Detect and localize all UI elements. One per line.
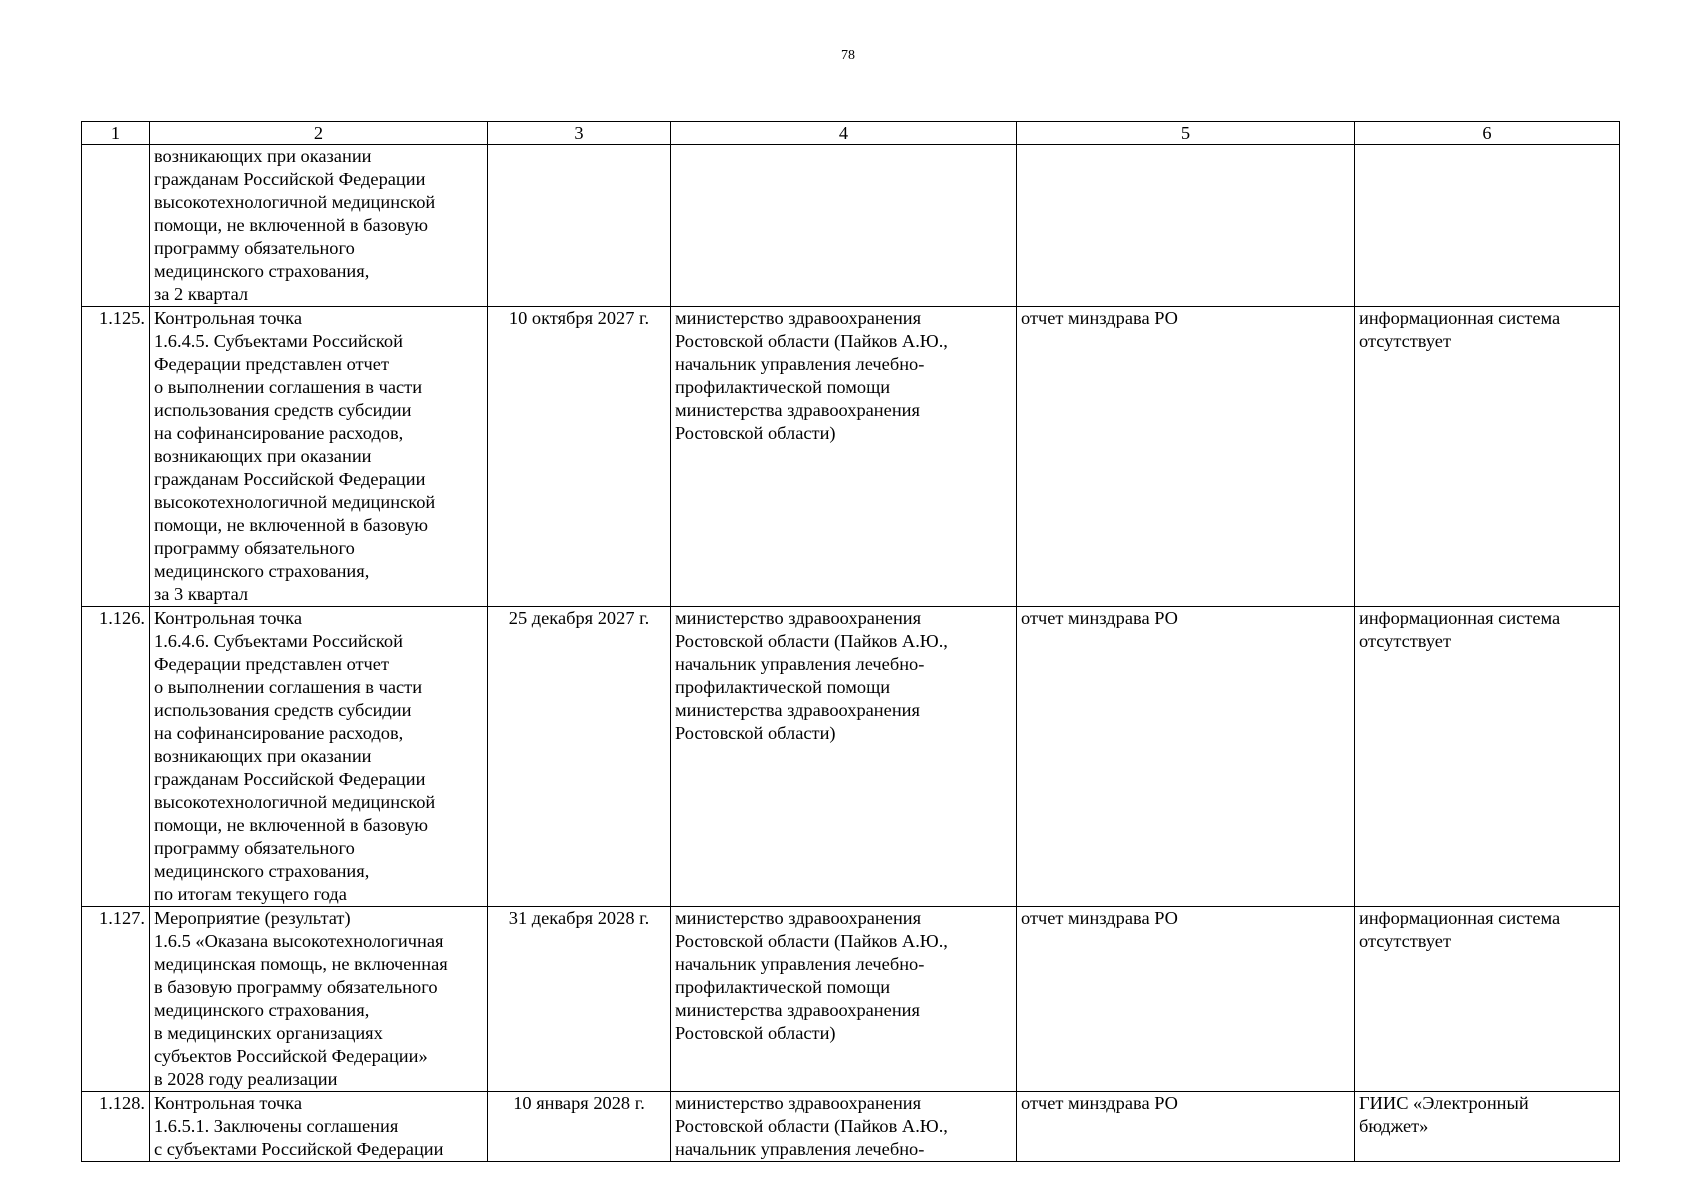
page-number: 78 <box>841 48 855 63</box>
row-document: отчет минздрава РО <box>1017 907 1355 1092</box>
row-number <box>82 145 150 307</box>
row-document <box>1017 145 1355 307</box>
row-number: 1.125. <box>82 307 150 607</box>
row-responsible: министерство здравоохранения Ростовской области (Пайков А.Ю., начальник управления лечебно- профилактической помощи министерства здравоохранения Ростовской области) <box>671 307 1017 607</box>
row-date: 25 декабря 2027 г. <box>488 607 671 907</box>
row-number: 1.128. <box>82 1092 150 1162</box>
column-header-3: 3 <box>488 122 671 145</box>
row-document: отчет минздрава РО <box>1017 307 1355 607</box>
row-date: 10 января 2028 г. <box>488 1092 671 1162</box>
row-date <box>488 145 671 307</box>
row-description: Контрольная точка 1.6.4.6. Субъектами Российской Федерации представлен отчет о выполнении соглашения в части использования средств субсидии на софинансирование расходов, возникающих при оказании гражданам Российской Федерации высокотехнологичной медицинской помощи, не включенной в базовую программу обязательного медицинского страхования, по итогам текущего года <box>150 607 488 907</box>
table-row <box>82 907 1620 1092</box>
row-number: 1.126. <box>82 607 150 907</box>
table-header-row <box>82 122 1620 145</box>
row-description: Контрольная точка 1.6.4.5. Субъектами Российской Федерации представлен отчет о выполнении соглашения в части использования средств субсидии на софинансирование расходов, возникающих при оказании гражданам Российской Федерации высокотехнологичной медицинской помощи, не включенной в базовую программу обязательного медицинского страхования, за 3 квартал <box>150 307 488 607</box>
row-description: Мероприятие (результат) 1.6.5 «Оказана высокотехнологичная медицинская помощь, не включенная в базовую программу обязательного медицинского страхования, в медицинских организациях субъектов Российской Федерации» в 2028 году реализации <box>150 907 488 1092</box>
row-number: 1.127. <box>82 907 150 1092</box>
control-points-table <box>81 121 1620 1162</box>
row-description: возникающих при оказании гражданам Российской Федерации высокотехнологичной медицинской помощи, не включенной в базовую программу обязательного медицинского страхования, за 2 квартал <box>150 145 488 307</box>
row-system: ГИИС «Электронный бюджет» <box>1355 1092 1620 1162</box>
row-document: отчет минздрава РО <box>1017 607 1355 907</box>
row-responsible: министерство здравоохранения Ростовской области (Пайков А.Ю., начальник управления лечебно- профилактической помощи министерства здравоохранения Ростовской области) <box>671 907 1017 1092</box>
row-date: 31 декабря 2028 г. <box>488 907 671 1092</box>
row-description: Контрольная точка 1.6.5.1. Заключены соглашения с субъектами Российской Федерации <box>150 1092 488 1162</box>
table-row <box>82 307 1620 607</box>
column-header-6: 6 <box>1355 122 1620 145</box>
column-header-2: 2 <box>150 122 488 145</box>
row-document: отчет минздрава РО <box>1017 1092 1355 1162</box>
row-system <box>1355 145 1620 307</box>
row-system: информационная система отсутствует <box>1355 907 1620 1092</box>
column-header-5: 5 <box>1017 122 1355 145</box>
column-header-4: 4 <box>671 122 1017 145</box>
table-row <box>82 1092 1620 1162</box>
row-responsible <box>671 145 1017 307</box>
table-row <box>82 145 1620 307</box>
row-date: 10 октября 2027 г. <box>488 307 671 607</box>
row-system: информационная система отсутствует <box>1355 307 1620 607</box>
table-row <box>82 607 1620 907</box>
row-system: информационная система отсутствует <box>1355 607 1620 907</box>
row-responsible: министерство здравоохранения Ростовской области (Пайков А.Ю., начальник управления лечебно- профилактической помощи министерства здравоохранения Ростовской области) <box>671 607 1017 907</box>
column-header-1: 1 <box>82 122 150 145</box>
row-responsible: министерство здравоохранения Ростовской области (Пайков А.Ю., начальник управления лечебно- <box>671 1092 1017 1162</box>
